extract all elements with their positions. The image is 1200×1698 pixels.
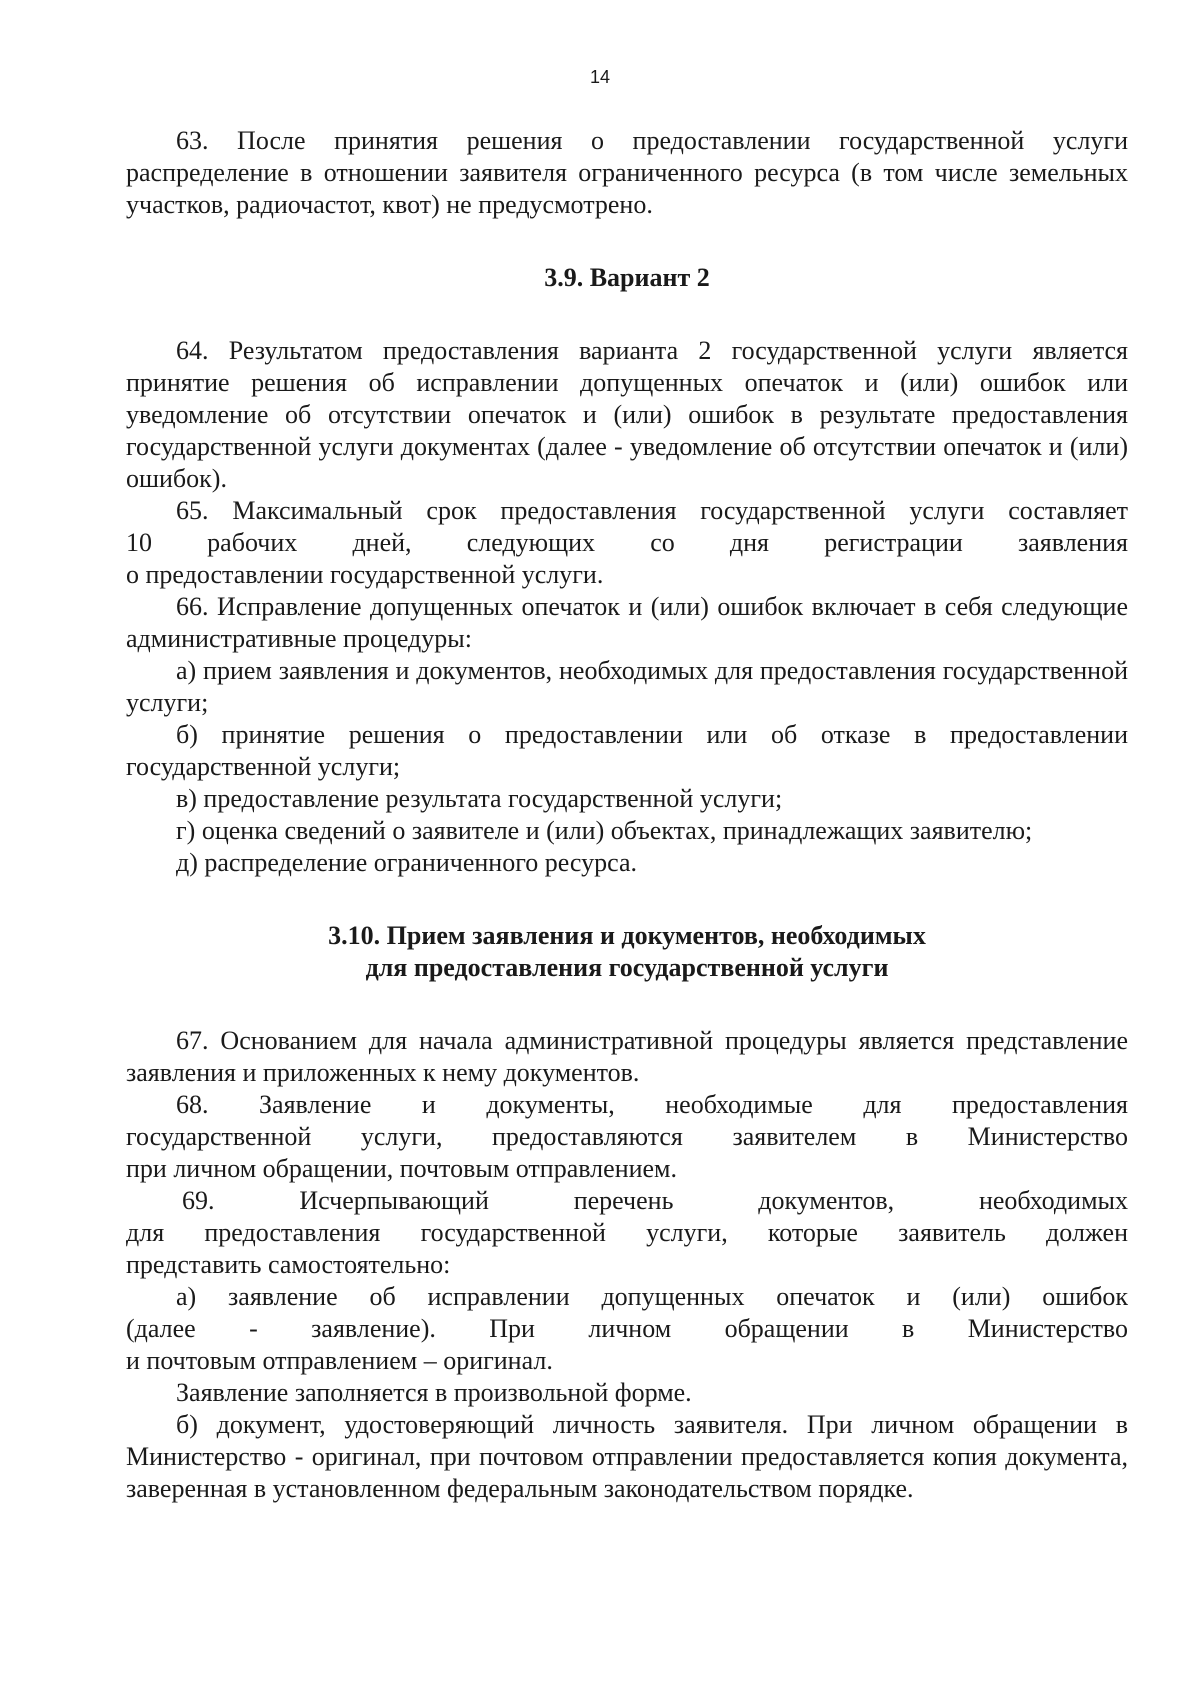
list-item-69-b: б) документ, удостоверяющий личность заявителя. При личном обращении в Министерство - оригинал, при почтовом отправлении предоставляется копия документа, заверенная в установленном федеральным законодательством порядке. [126, 1410, 1128, 1503]
paragraph-65-line-2: 10 рабочих дней, следующих со дня регистрации заявления [126, 528, 1128, 557]
section-heading-3-9: 3.9. Вариант 2 [544, 263, 710, 292]
section-heading-3-10 [126, 920, 1128, 984]
list-item-66-b: б) принятие решения о предоставлении или об отказе в предоставлении государственной услуги; [126, 720, 1128, 781]
paragraph-65-line-3: о предоставлении государственной услуги. [126, 560, 604, 589]
paragraph-67: 67. Основанием для начала административной процедуры является представление заявления и приложенных к нему документов. [126, 1026, 1128, 1087]
page-number: 14 [589, 67, 611, 87]
paragraph-68-line-3: при личном обращении, почтовым отправлением. [126, 1154, 678, 1183]
list-item-66-d: д) распределение ограниченного ресурса. [176, 848, 638, 877]
list-item-69-a-line-3: и почтовым отправлением – оригинал. [126, 1346, 553, 1375]
document-body [126, 125, 1128, 1505]
paragraph-66: 66. Исправление допущенных опечаток и (или) ошибок включает в себя следующие административные процедуры: [126, 592, 1128, 653]
list-item-66-g: г) оценка сведений о заявителе и (или) объектах, принадлежащих заявителю; [176, 816, 1033, 845]
list-item-66-v: в) предоставление результата государственной услуги; [176, 784, 783, 813]
paragraph-69-line-3: представить самостоятельно: [126, 1250, 451, 1279]
section-heading-3-10-line-1: 3.10. Прием заявления и документов, необходимых [328, 921, 926, 950]
paragraph-64: 64. Результатом предоставления варианта 2 государственной услуги является принятие решения об исправлении допущенных опечаток и (или) ошибок или уведомление об отсутствии опечаток и (или) ошибок в результате предоставления государственной услуги документах (далее - уведомление об отсутствии опечаток и (или) ошибок). [126, 336, 1128, 493]
paragraph-68-line-1: 68. Заявление и документы, необходимые для предоставления [176, 1090, 1128, 1119]
list-item-69-a-line-1: а) заявление об исправлении допущенных опечаток и (или) ошибок [176, 1282, 1128, 1311]
paragraph-65-line-1: 65. Максимальный срок предоставления государственной услуги составляет [176, 496, 1128, 525]
paragraph-69-line-1: 69. Исчерпывающий перечень документов, необходимых [182, 1186, 1128, 1215]
section-heading-3-10-line-2: для предоставления государственной услуги [365, 953, 889, 982]
list-item-69-a-line-2: (далее - заявление). При личном обращении в Министерство [126, 1314, 1128, 1343]
list-item-66-a: а) прием заявления и документов, необходимых для предоставления государственной услуги; [126, 656, 1128, 717]
paragraph-68-line-2: государственной услуги, предоставляются заявителем в Министерство [126, 1122, 1128, 1151]
paragraph-69-line-2: для предоставления государственной услуги, которые заявитель должен [126, 1218, 1128, 1247]
paragraph-69-note: Заявление заполняется в произвольной форме. [176, 1378, 692, 1407]
paragraph-63: 63. После принятия решения о предоставлении государственной услуги распределение в отношении заявителя ограниченного ресурса (в том числе земельных участков, радиочастот, квот) не предусмотрено. [126, 126, 1128, 219]
